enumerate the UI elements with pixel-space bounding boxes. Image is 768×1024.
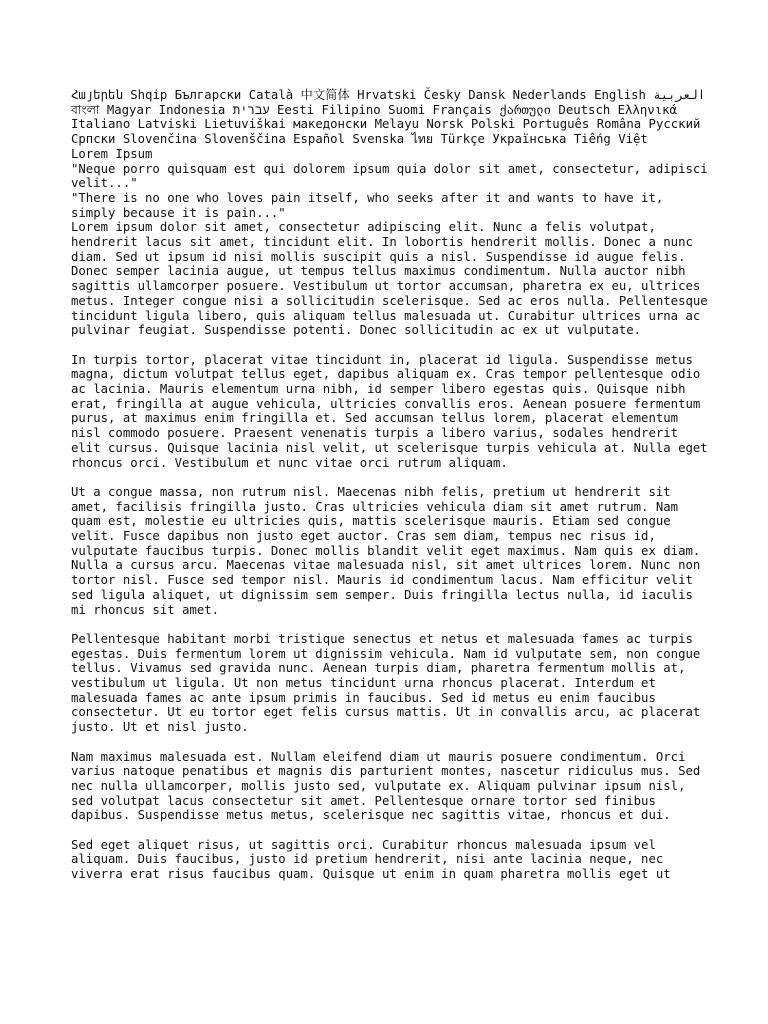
language-link[interactable]: العربية <box>653 88 706 102</box>
language-link[interactable]: Tiếng Việt <box>573 132 648 147</box>
language-link[interactable]: Româna <box>596 117 642 132</box>
paragraph: Nam maximus malesuada est. Nullam eleifend diam ut mauris posuere condimentum. Orci varius natoque penatibus et magnis dis parturient montes, nascetur ridiculus mus. Sed nec nulla ullamcorper, mollis justo sed, vulputate ex. Aliquam pulvinar ipsum nisl, sed volutpat lacus consectetur sit amet. Pellentesque ornare tortor sed finibus dapibus. Suspendisse metus metus, scelerisque nec sagittis vitae, rhoncus et dui. <box>71 749 701 823</box>
language-link[interactable]: Suomi <box>388 102 426 117</box>
language-link[interactable]: Español <box>293 132 345 147</box>
language-link[interactable]: Lietuviškai <box>204 117 286 132</box>
paragraph: Sed eget aliquet risus, ut sagittis orci. Curabitur rhoncus malesuada ipsum vel aliquam. Duis faucibus, justo id pretium hendrerit, nisi ante lacinia neque, nec viverra erat risus faucibus quam. Quisque ut enim in quam pharetra mollis eget ut <box>71 837 671 882</box>
language-link[interactable]: Dansk <box>468 88 506 102</box>
paragraph: Ut a congue massa, non rutrum nisl. Maecenas nibh felis, pretium ut hendrerit sit amet, facilisis fringilla justo. Cras ultricies vehicula diam sit amet rutrum. Nam quam est, molestie eu ultricies quis, mattis scelerisque mauris. Etiam sed congue velit. Fusce dapibus non justo eget auctor. Cras sem diam, tempus nec risus id, vulputate faucibus turpis. Donec mollis blandit velit eget maximus. Nam quis ex diam. Nulla a cursus arcu. Maecenas vitae malesuada nisl, sit amet ultrices lorem. Nunc non tortor nisl. Fusce sed tempor nisl. Mauris id condimentum lacus. Nam efficitur velit sed ligula aliquet, ut dignissim sem semper. Duis fringilla lectus nulla, id iaculis mi rhoncus sit amet. <box>71 484 701 617</box>
language-link[interactable]: Nederlands <box>512 88 587 102</box>
language-link[interactable]: বাংলা <box>71 102 100 117</box>
language-link[interactable]: Ελληνικά <box>617 102 677 117</box>
language-link[interactable]: Česky <box>423 88 461 102</box>
language-link[interactable]: 中文简体 <box>300 88 350 102</box>
language-link[interactable]: Русский <box>648 117 701 132</box>
language-link[interactable]: ქართული <box>499 102 552 117</box>
language-link[interactable]: Deutsch <box>558 102 611 117</box>
language-link[interactable]: Slovenčina <box>122 132 197 147</box>
language-link[interactable]: Norsk <box>426 117 464 132</box>
language-link[interactable]: English <box>594 88 646 102</box>
paragraph: Pellentesque habitant morbi tristique senectus et netus et malesuada fames ac turpis egestas. Duis fermentum lorem ut dignissim vehicula. Nam id vulputate sem, non congue tellus. Vivamus sed gravida nunc. Aenean turpis diam, pharetra fermentum mollis at, vestibulum ut ligula. Ut non metus tincidunt urna rhoncus placerat. Interdum et malesuada fames ac ante ipsum primis in faucibus. Sed id metus eu enim faucibus consectetur. Ut eu tortor eget felis cursus mattis. Ut in convallis arcu, ac placerat justo. Ut et nisl justo. <box>71 631 701 735</box>
language-link[interactable]: Filipino <box>321 102 381 117</box>
language-link[interactable]: Italiano <box>71 117 131 132</box>
language-link[interactable]: Eesti <box>277 102 315 117</box>
language-link[interactable]: עברית <box>232 102 270 117</box>
language-link[interactable]: Indonesia <box>158 102 226 117</box>
language-link[interactable]: Català <box>248 88 294 102</box>
language-link[interactable]: Українська <box>492 132 567 147</box>
language-link[interactable]: Hrvatski <box>357 88 417 102</box>
language-link[interactable]: македонски <box>293 117 368 132</box>
language-link[interactable]: Français <box>432 102 492 117</box>
language-link[interactable]: Svenska <box>352 132 405 147</box>
language-link[interactable]: Latviski <box>137 117 197 132</box>
language-link[interactable]: Türkçe <box>440 132 485 147</box>
paragraph: In turpis tortor, placerat vitae tincidunt in, placerat id ligula. Suspendisse metus magna, dictum volutpat tellus eget, dapibus aliquam ex. Cras tempor pellentesque odio ac lacinia. Mauris elementum urna nibh, id semper libero egestas quis. Quisque nibh erat, fringilla at augue vehicula, ultricies convallis eros. Aenean posuere fermentum purus, at maximus enim fringilla et. Sed accumsan tellus lorem, placerat elementum nisl commodo posuere. Praesent venenatis turpis a libero varius, sodales hendrerit elit cursus. Quisque lacinia nisl velit, ut scelerisque turpis vehicula at. Nulla eget rhoncus orci. Vestibulum et nunc vitae orci rutrum aliquam. <box>71 352 708 470</box>
document-body <box>71 88 711 897</box>
language-link[interactable]: Български <box>174 88 242 102</box>
quote-english: "There is no one who loves pain itself, who seeks after it and wants to have it, simply because it is pain..." <box>71 190 664 220</box>
language-link[interactable]: Српски <box>71 132 116 147</box>
language-link[interactable]: ไทย <box>411 132 434 147</box>
language-link[interactable]: Português <box>522 117 590 132</box>
paragraph: Lorem ipsum dolor sit amet, consectetur adipiscing elit. Nunc a felis volutpat, hendrerit lacus sit amet, tincidunt elit. In lobortis hendrerit mollis. Donec a nunc diam. Sed ut ipsum id nisi mollis suscipit quis a nisl. Suspendisse id augue felis. Donec semper lacinia augue, ut tempus tellus maximus condimentum. Nulla auctor nibh sagittis ullamcorper posuere. Vestibulum ut tortor accumsan, pharetra ex eu, ultrices metus. Integer congue nisi a sollicitudin scelerisque. Sed ac eros nulla. Pellentesque tincidunt ligula libero, quis aliquam tellus malesuada ut. Curabitur ultrices urna ac pulvinar feugiat. Suspendisse potenti. Donec sollicitudin ac ex ut vulputate. <box>71 220 708 338</box>
language-link[interactable]: Magyar <box>106 102 152 117</box>
language-link[interactable]: Հայերեն <box>71 88 123 102</box>
language-link[interactable]: Melayu <box>374 117 419 132</box>
language-list <box>71 88 711 147</box>
quote-latin: "Neque porro quisquam est qui dolorem ipsum quia dolor sit amet, consectetur, adipisci velit..." <box>71 161 708 191</box>
language-link[interactable]: Polski <box>470 117 516 132</box>
language-link[interactable]: Shqip <box>130 88 168 102</box>
lorem-paragraphs <box>71 220 711 882</box>
language-link[interactable]: Slovenščina <box>204 132 286 147</box>
page-title: Lorem Ipsum <box>71 146 153 161</box>
